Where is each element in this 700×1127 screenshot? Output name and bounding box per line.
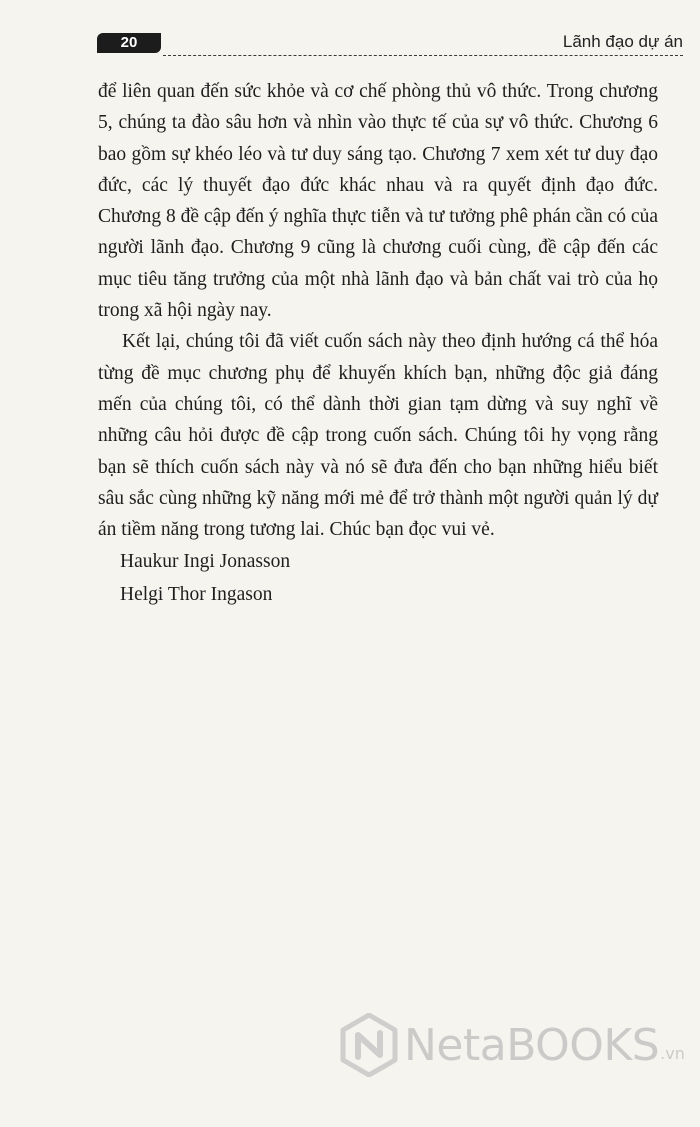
- author-name: Haukur Ingi Jonasson: [120, 551, 291, 573]
- body-text: [98, 76, 658, 611]
- watermark-suffix: .vn: [660, 1043, 685, 1063]
- header-divider: [163, 55, 683, 56]
- netabooks-logo-icon: [340, 1013, 398, 1077]
- paragraph: Kết lại, chúng tôi đã viết cuốn sách này theo định hướng cá thể hóa từng đề mục chương phụ để khuyến khích bạn, những độc giả đáng mến của chúng tôi, có thể dành thời gian tạm dừng và suy nghĩ về những câu hỏi được đề cập trong cuốn sách. Chúng tôi hy vọng rằng bạn sẽ thích cuốn sách này và nó sẽ đưa đến cho bạn những hiểu biết sâu sắc cùng những kỹ năng mới mẻ để trở thành một người quản lý dự án tiềm năng trong tương lai. Chúc bạn đọc vui vẻ.: [98, 331, 658, 541]
- page-header: [97, 30, 683, 58]
- watermark-brand: NetaBOOKS: [404, 1019, 660, 1071]
- author-name: Helgi Thor Ingason: [120, 584, 273, 606]
- author-signature: [98, 545, 658, 611]
- running-title: Lãnh đạo dự án: [562, 32, 683, 51]
- page-number: 20: [97, 33, 161, 53]
- paragraph: để liên quan đến sức khỏe và cơ chế phòng thủ vô thức. Trong chương 5, chúng ta đào sâu hơn và nhìn vào thực tế của sự vô thức. Chương 6 bao gồm sự khéo léo và tư duy sáng tạo. Chương 7 xem xét tư duy đạo đức, các lý thuyết đạo đức khác nhau và ra quyết định đạo đức. Chương 8 đề cập đến ý nghĩa thực tiễn và tư tưởng phê phán cần có của người lãnh đạo. Chương 9 cũng là chương cuối cùng, đề cập đến các mục tiêu tăng trưởng của một nhà lãnh đạo và bản chất vai trò của họ trong xã hội ngày nay.: [98, 81, 658, 322]
- watermark: [340, 1010, 685, 1080]
